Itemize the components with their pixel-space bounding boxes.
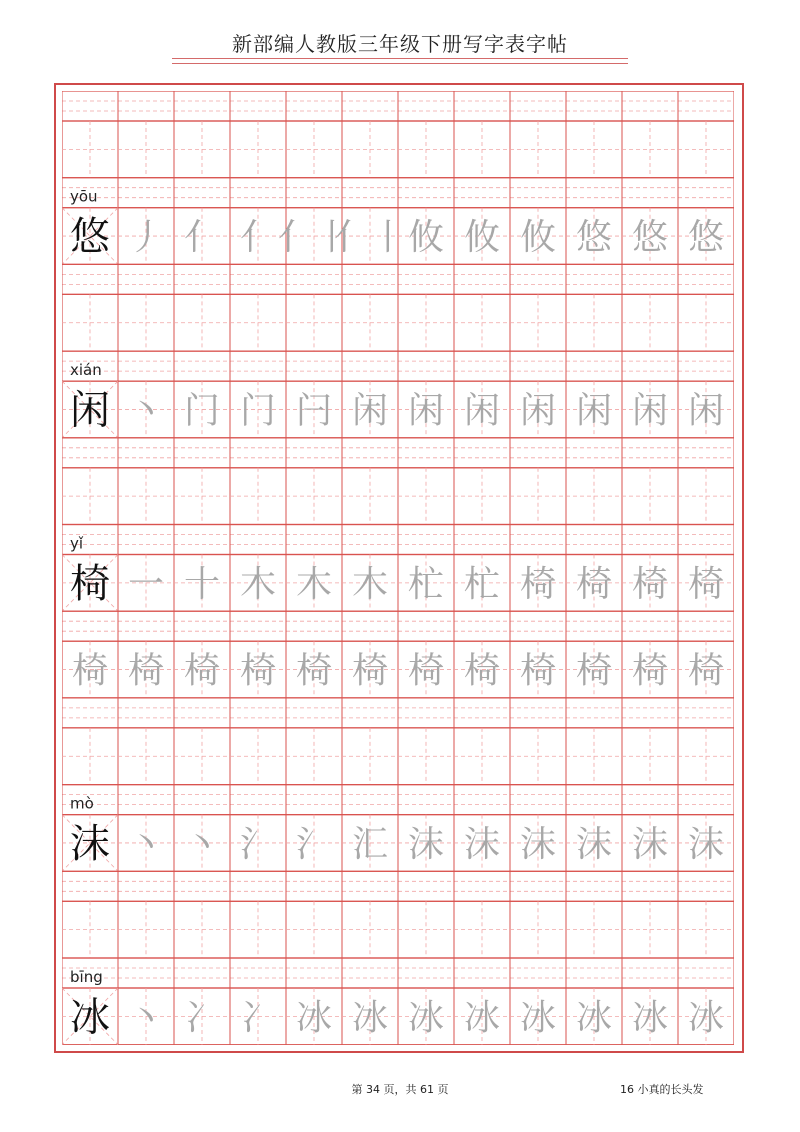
stroke-order-step: 亻 bbox=[239, 217, 277, 259]
stroke-order-step: 冰 bbox=[575, 997, 613, 1039]
stroke-order-step: 亻 bbox=[183, 217, 221, 259]
stroke-order-step: 木 bbox=[295, 563, 333, 605]
stroke-order-step: 冫 bbox=[183, 997, 221, 1039]
stroke-order-step: 椅 bbox=[575, 563, 613, 605]
stroke-order-step: 攸 bbox=[519, 217, 557, 259]
stroke-order-step: 闲 bbox=[351, 390, 389, 432]
stroke-order-step: 沫 bbox=[631, 823, 669, 865]
stroke-order-step: 冰 bbox=[351, 997, 389, 1039]
tracing-character: 椅 bbox=[351, 650, 389, 692]
stroke-order-step: 木 bbox=[239, 563, 277, 605]
stroke-order-step: 闲 bbox=[407, 390, 445, 432]
stroke-order-step: 沫 bbox=[687, 823, 725, 865]
tracing-character: 椅 bbox=[519, 650, 557, 692]
stroke-order-step: 闩 bbox=[295, 390, 333, 432]
stroke-order-step: 丶 bbox=[127, 390, 165, 432]
stroke-order-step: 汇 bbox=[351, 823, 389, 865]
stroke-order-step: 氵 bbox=[295, 823, 333, 865]
model-character: 冰 bbox=[70, 994, 110, 1041]
stroke-order-step: 丿 bbox=[127, 217, 165, 259]
stroke-order-step: 丶 bbox=[127, 997, 165, 1039]
stroke-order-step: 亻丨 bbox=[277, 217, 351, 259]
tracing-character: 椅 bbox=[295, 650, 333, 692]
stroke-order-step: 冰 bbox=[295, 997, 333, 1039]
title-rule-upper bbox=[172, 58, 628, 59]
stroke-order-step: 丶 bbox=[183, 823, 221, 865]
tracing-character: 椅 bbox=[407, 650, 445, 692]
tracing-character: 椅 bbox=[71, 650, 109, 692]
pinyin-label: yōu bbox=[70, 187, 98, 206]
tracing-character: 椅 bbox=[183, 650, 221, 692]
stroke-order-step: 攸 bbox=[463, 217, 501, 259]
page-title: 新部编人教版三年级下册写字表字帖 bbox=[232, 32, 568, 56]
stroke-order-step: 悠 bbox=[687, 217, 725, 259]
stroke-order-step: 丶 bbox=[127, 823, 165, 865]
stroke-order-step: 亻丨 bbox=[333, 217, 407, 259]
stroke-order-step: 沫 bbox=[407, 823, 445, 865]
pinyin-label: xián bbox=[70, 361, 102, 380]
tracing-character: 椅 bbox=[631, 650, 669, 692]
tracing-character: 椅 bbox=[127, 650, 165, 692]
stroke-order-step: 闲 bbox=[519, 390, 557, 432]
stroke-order-step: 冰 bbox=[407, 997, 445, 1039]
stroke-order-step: 悠 bbox=[575, 217, 613, 259]
model-character: 悠 bbox=[70, 214, 110, 261]
model-character: 沫 bbox=[70, 820, 110, 867]
stroke-order-step: 攸 bbox=[407, 217, 445, 259]
stroke-order-step: 冫 bbox=[239, 997, 277, 1039]
stroke-order-step: 木 bbox=[351, 563, 389, 605]
stroke-order-step: 一 bbox=[127, 563, 165, 605]
stroke-order-step: 门 bbox=[183, 390, 221, 432]
pinyin-label: yǐ bbox=[70, 534, 84, 553]
stroke-order-step: 杧 bbox=[463, 563, 501, 605]
title-rule-lower bbox=[172, 63, 628, 64]
stroke-order-step: 杧 bbox=[407, 563, 445, 605]
practice-grid bbox=[62, 91, 734, 1045]
stroke-order-step: 闲 bbox=[631, 390, 669, 432]
model-character: 椅 bbox=[70, 560, 110, 607]
stroke-order-step: 悠 bbox=[631, 217, 669, 259]
stroke-order-step: 冰 bbox=[463, 997, 501, 1039]
stroke-order-step: 闲 bbox=[687, 390, 725, 432]
stroke-order-step: 椅 bbox=[687, 563, 725, 605]
stroke-order-step: 椅 bbox=[631, 563, 669, 605]
stroke-order-step: 十 bbox=[183, 563, 221, 605]
stroke-order-step: 氵 bbox=[239, 823, 277, 865]
stroke-order-step: 沫 bbox=[519, 823, 557, 865]
stroke-order-step: 沫 bbox=[463, 823, 501, 865]
stroke-order-step: 冰 bbox=[519, 997, 557, 1039]
stroke-order-step: 椅 bbox=[519, 563, 557, 605]
tracing-character: 椅 bbox=[575, 650, 613, 692]
lesson-note: 16 小真的长头发 bbox=[620, 1083, 704, 1096]
pinyin-label: mò bbox=[70, 794, 94, 813]
pinyin-label: bīng bbox=[70, 968, 103, 986]
tracing-character: 椅 bbox=[687, 650, 725, 692]
stroke-order-step: 沫 bbox=[575, 823, 613, 865]
page-number: 第 34 页，共 61 页 bbox=[351, 1083, 449, 1096]
stroke-order-step: 闲 bbox=[463, 390, 501, 432]
stroke-order-step: 门 bbox=[239, 390, 277, 432]
stroke-order-step: 闲 bbox=[575, 390, 613, 432]
tracing-character: 椅 bbox=[463, 650, 501, 692]
tracing-character: 椅 bbox=[239, 650, 277, 692]
stroke-order-step: 冰 bbox=[631, 997, 669, 1039]
stroke-order-step: 冰 bbox=[687, 997, 725, 1039]
model-character: 闲 bbox=[70, 387, 110, 434]
